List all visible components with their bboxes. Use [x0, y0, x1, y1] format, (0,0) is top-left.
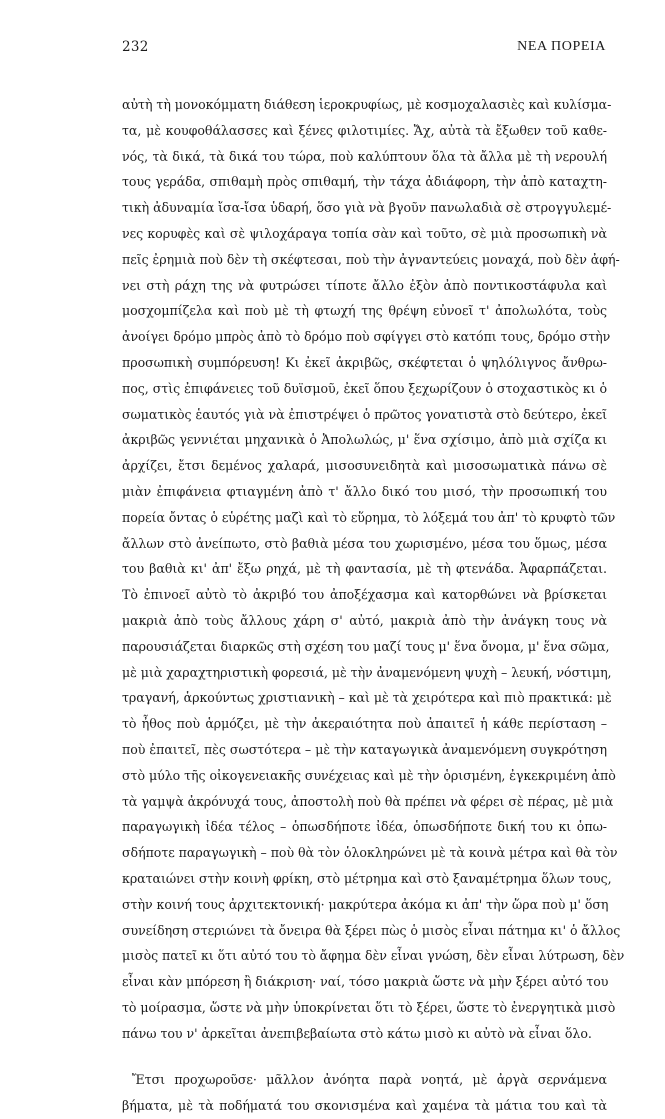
- running-head: [122, 39, 606, 59]
- text-line: του βαθιὰ κι' ἀπ' ἔξω ρηχά, μὲ τὴ φαντασία, μὲ τὴ φτενάδα. Ἀφαρπάζεται.: [122, 561, 607, 577]
- text-line: τους γεράδα, σπιθαμὴ πρὸς σπιθαμή, τὴν τάχα ἀδιάφορη, τὴν ἀπὸ καταχτη-: [122, 174, 607, 190]
- text-line: τὸ ἦθος ποὺ ἁρμόζει, μὲ τὴν ἀκεραιότητα ποὺ ἀπαιτεῖ ἡ κάθε περίσταση –: [122, 716, 607, 732]
- text-line: τα, μὲ κουφοθάλασσες καὶ ξένες φιλοτιμίες. Ἄχ, αὐτὰ τὰ ἔξωθεν τοῦ καθε-: [122, 122, 607, 138]
- text-line: παραγωγικὴ ἰδέα τέλος – ὁπωσδήποτε ἰδέα, ὁπωσδήποτε δική του κι ὁπω-: [122, 819, 607, 835]
- text-line: νός, τὰ δικά, τὰ δικά του τώρα, ποὺ καλύπτουν ὅλα τὰ ἄλλα μὲ τὴ νερουλή: [122, 148, 607, 164]
- text-line: παρουσιάζεται διαρκῶς στὴ σχέση του μαζί τους μ' ἕνα ὄνομα, μ' ἕνα σῶμα,: [122, 638, 610, 654]
- text-line: ποὺ ἐπαιτεῖ, πὲς σωστότερα – μὲ τὴν καταγωγικὰ ἀναμενόμενη συγκρότηση: [122, 741, 607, 757]
- text-line: τραγανή, ἁρκούντως χριστιανικὴ – καὶ μὲ τὰ χειρότερα καὶ πιὸ πρακτικά: μὲ: [122, 690, 612, 706]
- text-line: προσωπικὴ συμπόρευση! Κι ἐκεῖ ἀκριβῶς, σκέφτεται ὁ ψηλόλιγνος ἄνθρω-: [122, 354, 607, 370]
- text-line: νει στὴ ράχη της νὰ φυτρώσει τίποτε ἄλλο ἐξὸν ἀπὸ ποντικοστάφυλα καὶ: [122, 277, 607, 293]
- text-line: σδήποτε παραγωγικὴ – ποὺ θὰ τὸν ὁλοκληρώνει μὲ τὰ κοινὰ μέτρα καὶ θὰ τὸν: [122, 845, 618, 861]
- text-line: πεῖς ἐρημιὰ ποὺ δὲν τὴ σκέφτεσαι, ποὺ τὴν ἀγναντεύεις μοναχά, ποὺ δὲν ἀφή-: [122, 251, 620, 267]
- text-line: τὰ γαμψὰ ἀκρόνυχά τους, ἀποστολὴ ποὺ θὰ πρέπει νὰ φέρει σὲ πέρας, μὲ μιὰ: [122, 793, 614, 809]
- text-line: ἀρχίζει, ἔτσι δεμένος χαλαρά, μισοσυνειδητὰ καὶ μισοσωματικὰ πάνω σὲ: [122, 458, 607, 474]
- paragraph-1: [122, 92, 625, 1046]
- text-line: στὴν κοινή τους ἀρχιτεκτονική· μακρύτερα ἀκόμα κι ἀπ' τὴν ὥρα ποὺ μ' ὅση: [122, 896, 609, 912]
- text-line: μακριὰ ἀπὸ τοὺς ἄλλους χάρη σ' αὐτό, μακριὰ ἀπὸ τὴν ἀνάγκη τους νὰ: [122, 612, 607, 628]
- text-line: τὸ μοίρασμα, ὥστε νὰ μὴν ὑποκρίνεται ὅτι τὸ ξέρει, ὥστε τὸ ἐνεργητικὰ μισὸ: [122, 999, 616, 1015]
- body-text: [122, 92, 625, 1119]
- text-line: ἀνοίγει δρόμο μπρὸς ἀπὸ τὸ δρόμο ποὺ σφίγγει στὸ κατόπι τους, δρόμο στὴν: [122, 329, 611, 345]
- text-line: σωματικὸς ἑαυτός γιὰ νὰ ἐπιστρέψει ὁ πρῶτος γονατιστὰ στὸ δεύτερο, ἐκεῖ: [122, 406, 607, 422]
- text-line: μοσχομπίζελα καὶ ποὺ μὲ τὴ φτωχή της θρέψη εὐνοεῖ τ' ἀπολωλότα, τοὺς: [122, 303, 607, 319]
- text-line: ἀκριβῶς γεννιέται μηχανικὰ ὁ Ἀπολωλώς, μ' ἕνα σχίσιμο, ἀπὸ μιὰ σχίζα κι: [122, 432, 607, 448]
- text-line: αὐτὴ τὴ μονοκόμματη διάθεση ἱεροκρυφίως, μὲ κοσμοχαλασιὲς καὶ κυλίσμα-: [122, 97, 612, 112]
- text-line: συνείδηση στεριώνει τὰ ὄνειρα θὰ ξέρει πὼς ὁ μισὸς εἶναι πάτημα κι' ὁ ἄλλος: [122, 922, 621, 938]
- text-line: Τὸ ἐπινοεῖ αὐτὸ τὸ ἀκριβό του ἀποξέχασμα καὶ κατορθώνει νὰ βρίσκεται: [122, 587, 607, 603]
- page-number: 232: [122, 39, 149, 55]
- text-line: πορεία ὄντας ὁ εὑρέτης μαζὶ καὶ τὸ εὕρημα, τὸ λόξεμά του ἀπ' τὸ κρυφτὸ τῶν: [122, 509, 616, 525]
- paragraph-gap: [122, 1046, 607, 1067]
- text-line: εἶναι κὰν μπόρεση ἢ διάκριση· ναί, τόσο μακριὰ ὥστε νὰ μὴν ξέρει αὐτό του: [122, 974, 609, 990]
- text-line: πάνω του ν' ἀρκεῖται ἀνεπιβεβαίωτα στὸ κάτω μισὸ κι αὐτὸ νὰ εἶναι ὅλο.: [122, 1025, 592, 1041]
- text-line: στὸ μύλο τῆς οἰκογενειακῆς συνέχειας καὶ μὲ τὴν ὁρισμένη, ἐγκεκριμένη ἀπὸ: [122, 767, 616, 783]
- text-line: πος, στὶς ἐπιφάνειες τοῦ δυϊσμοῦ, ἐκεῖ ὅπου ξεχωρίζουν ὁ στοχαστικὸς κι ὁ: [122, 380, 607, 396]
- text-line: ἄλλων στὸ ἀνείπωτο, στὸ βαθιὰ μέσα του χωρισμένο, μέσα του ὅμως, μέσα: [122, 535, 607, 551]
- text-line: βήματα, μὲ τὰ ποδήματά του σκονισμένα καὶ χαμένα τὰ μάτια του καὶ τὰ: [122, 1098, 607, 1114]
- text-line: μὲ μιὰ χαραχτηριστικὴ φορεσιά, μὲ τὴν ἀναμενόμενη ψυχὴ – λευκή, νόστιμη,: [122, 664, 612, 680]
- paragraph-2: [122, 1067, 607, 1119]
- text-line: Ἔτσι προχωροῦσε· μᾶλλον ἀνόητα παρὰ νοητά, μὲ ἀργὰ σερνάμενα: [132, 1072, 607, 1088]
- text-line: νες κορυφὲς καὶ σὲ ψιλοχάραγα τοπία σὰν καὶ τοῦτο, σὲ μιὰ προσωπικὴ νὰ: [122, 225, 607, 241]
- text-line: μισὸς πατεῖ κι ὅτι αὐτό του τὸ ἄφημα δὲν εἶναι γνώση, δὲν εἶναι λύτρωση, δὲν: [122, 948, 625, 964]
- journal-title: ΝΕΑ ΠΟΡΕΙΑ: [517, 39, 606, 54]
- text-line: μιὰν ἐπιφάνεια φτιαγμένη ἀπὸ τ' ἄλλο δικό του μισό, τὴν προσωπική του: [122, 483, 607, 499]
- text-line: κραταιώνει στὴν κοινὴ φρίκη, στὸ μέτρημα καὶ στὸ ξαναμέτρημα ὅλων τους,: [122, 870, 612, 886]
- text-line: τικὴ ἀδυναμία ἴσα-ἴσα ὑδαρή, ὅσο γιὰ νὰ βγοῦν πανωλαδιὰ σὲ στρογγυλεμέ-: [122, 200, 612, 216]
